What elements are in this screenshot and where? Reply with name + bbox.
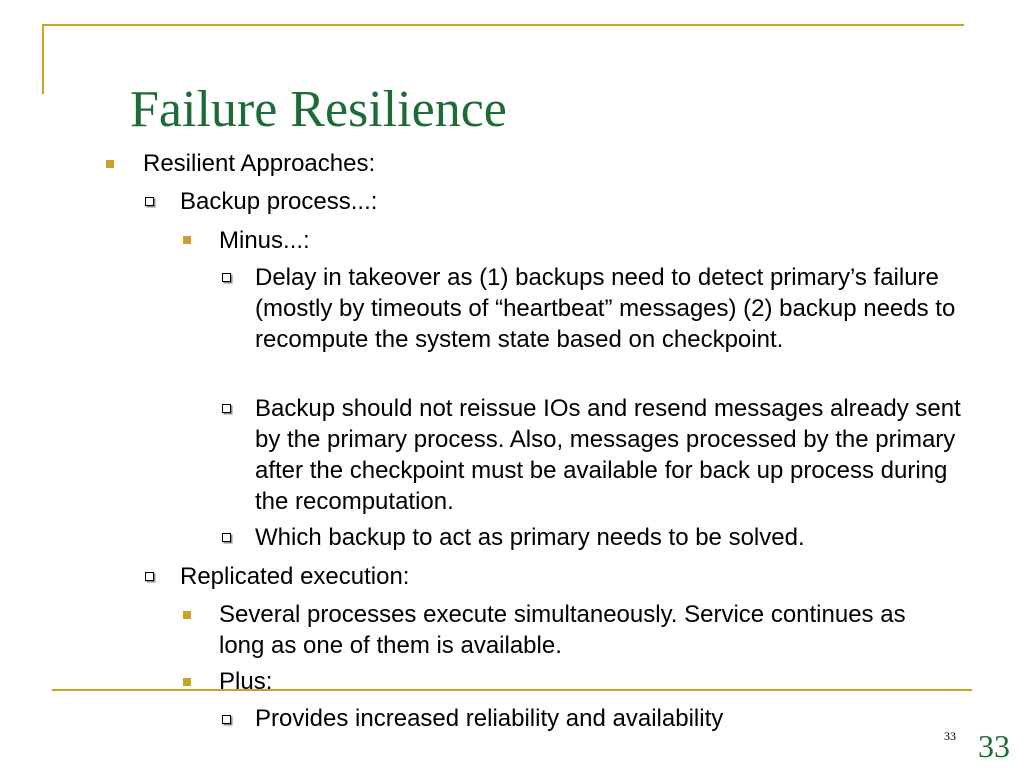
bullet-hollow-square-icon [222,533,231,542]
slide-title: Failure Resilience [130,81,507,138]
bullet-hollow-square-icon [145,572,154,581]
bullet-square-icon [183,611,191,619]
list-item-resilient-approaches: Resilient Approaches: [143,150,376,177]
slide-number-large: 33 [978,728,1010,764]
list-item-several-processes: Several processes execute simultaneously. Service continues as long as one of them is available. [219,601,906,659]
list-item-replicated-execution: Replicated execution: [180,563,410,590]
frame-top-line [42,24,964,26]
bullet-square-icon [183,678,191,686]
list-item-plus: Plus: [219,668,273,695]
list-item-provides-reliability: Provides increased reliability and availability [255,705,724,732]
bullet-hollow-square-icon [222,715,231,724]
list-item-which-backup: Which backup to act as primary needs to be solved. [255,524,805,551]
list-item-minus: Minus...: [219,227,310,254]
frame-left-line [42,24,44,94]
bullet-square-icon [106,160,114,168]
list-item-backup-process: Backup process...: [180,188,378,215]
bullet-square-icon [183,236,191,244]
list-item-delay-in-takeover: Delay in takeover as (1) backups need to detect primary’s failure (mostly by timeouts of “heartbeat” messages) (2) backup needs to recompute the system state based on checkpoint. [255,264,956,353]
bullet-hollow-square-icon [145,197,154,206]
list-item-backup-should-not-reissue: Backup should not reissue IOs and resend messages already sent by the primary process. Also, messages processed by the primary after the checkpoint must be available for back up process during the recomputation. [255,395,961,515]
slide-number-small: 33 [944,729,956,743]
bullet-hollow-square-icon [222,404,231,413]
bullet-hollow-square-icon [222,273,231,282]
